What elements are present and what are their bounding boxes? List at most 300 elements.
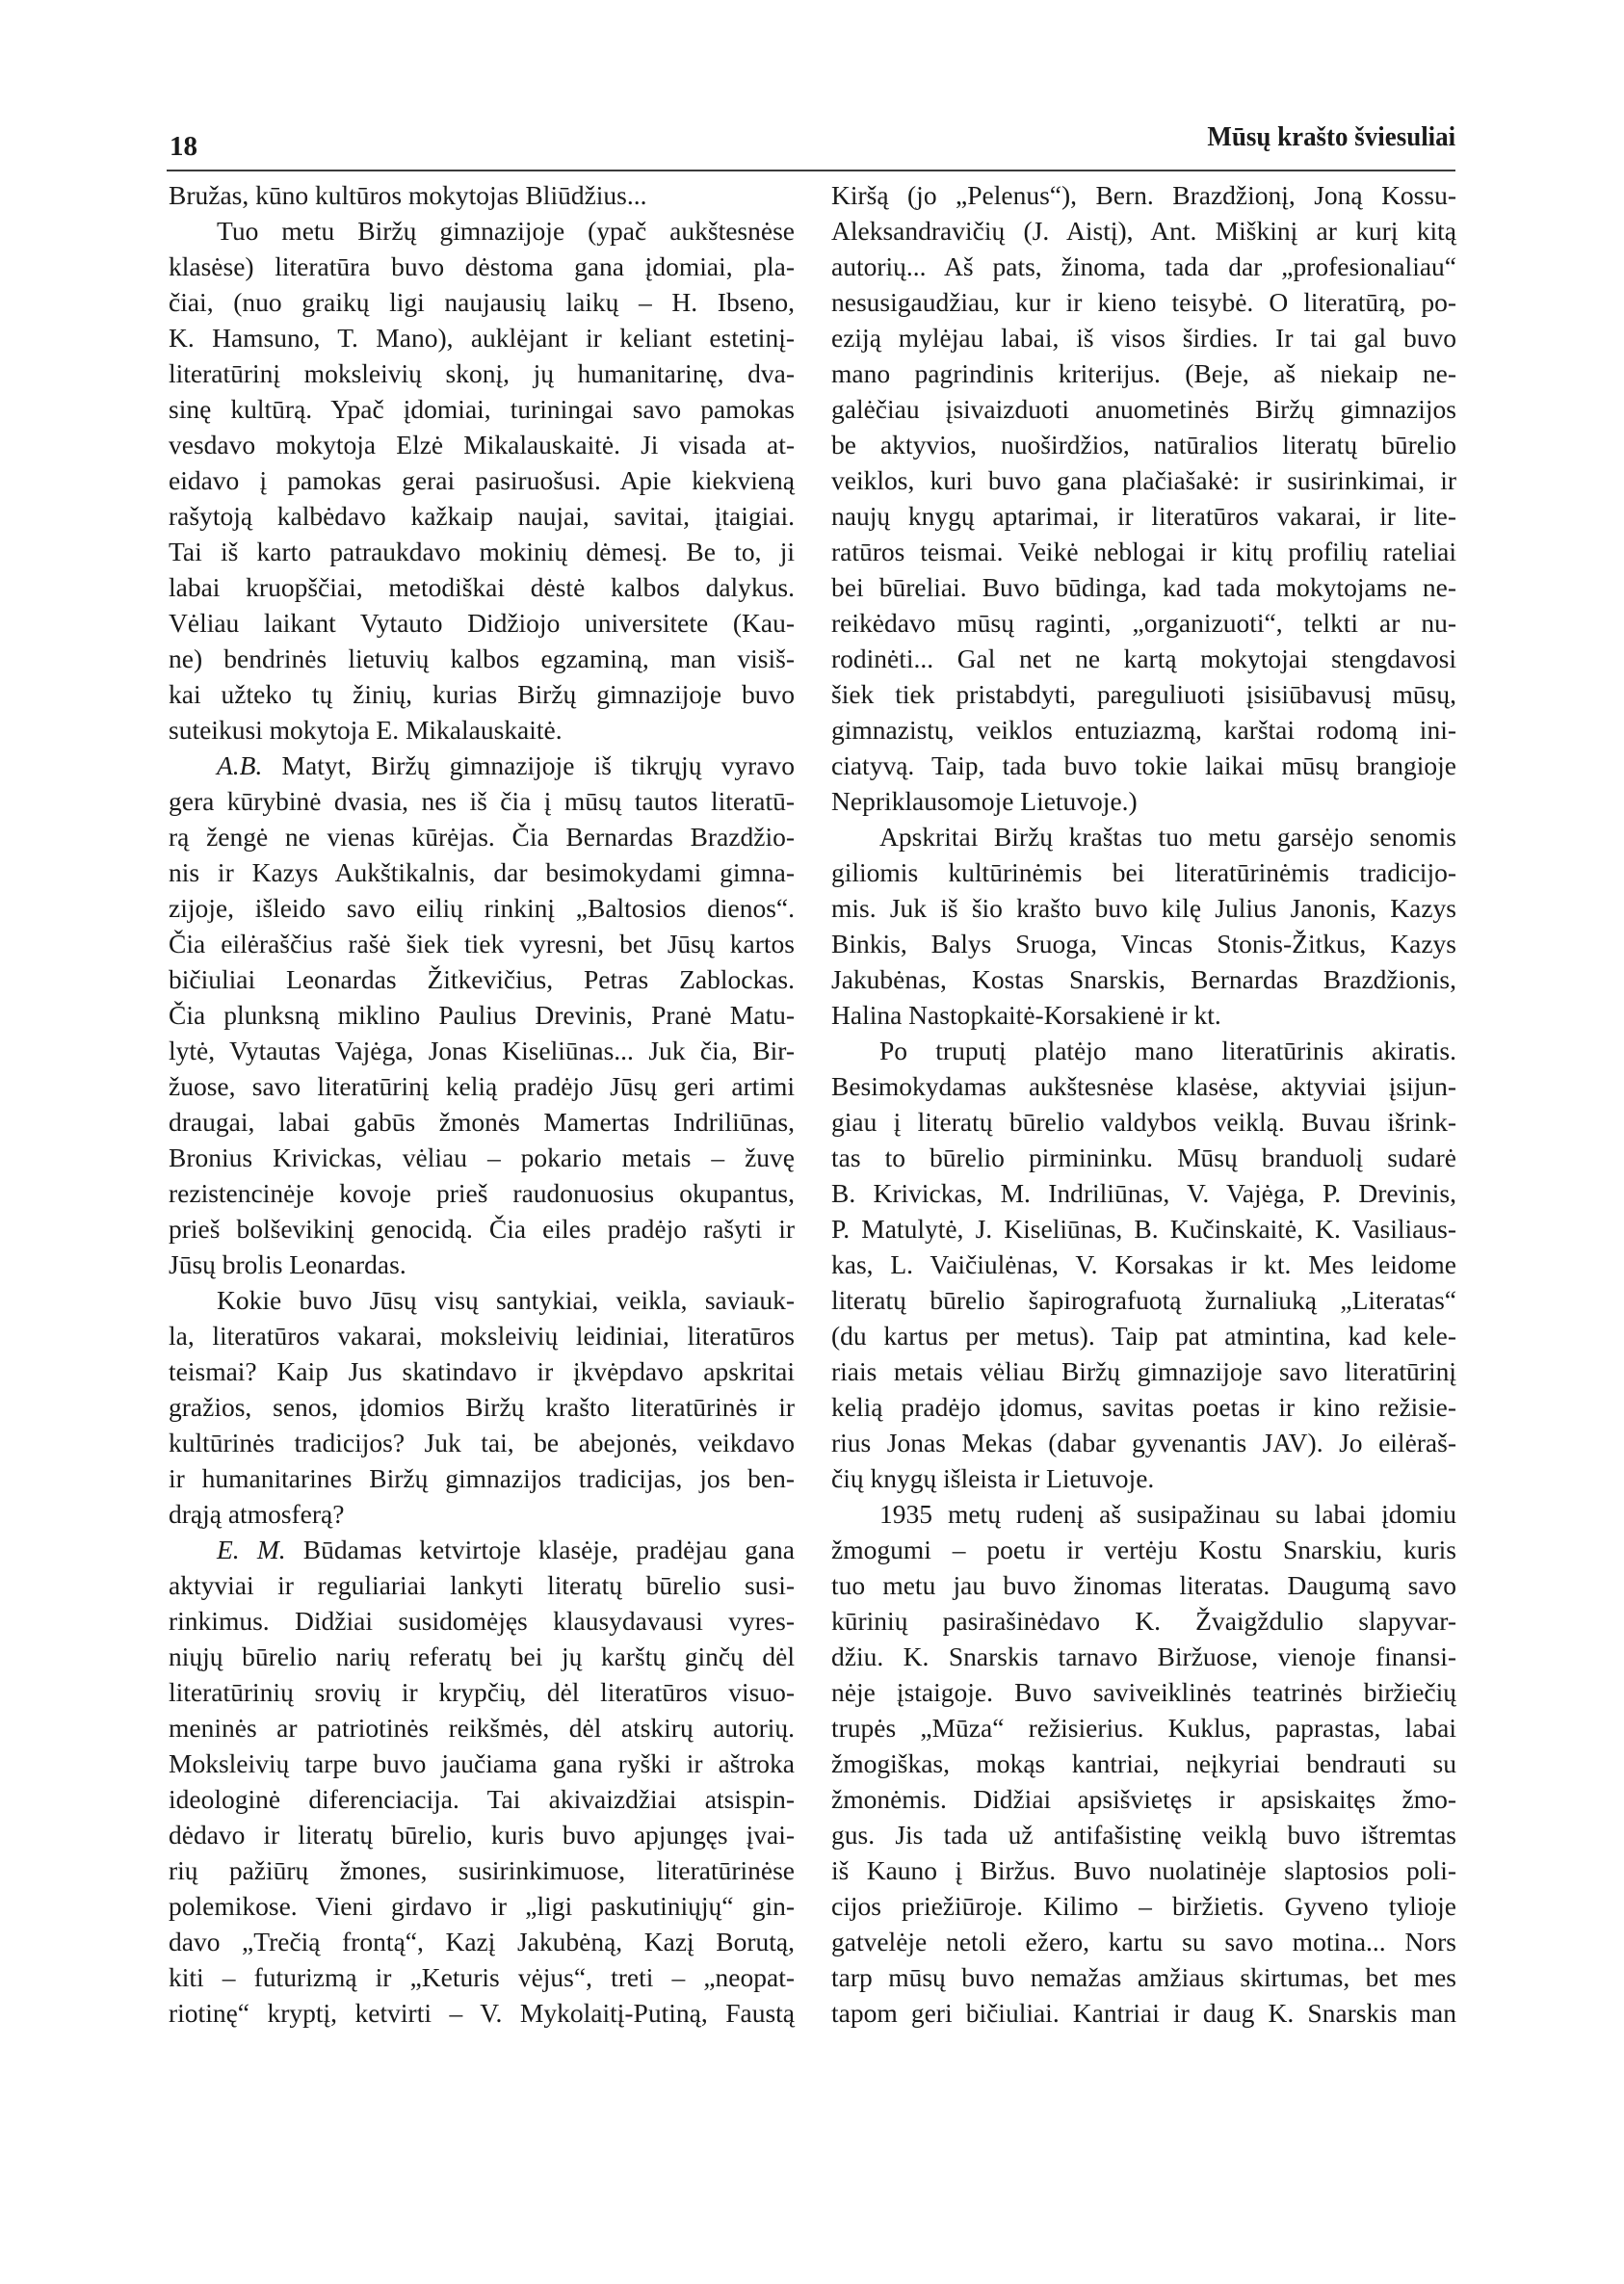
text-line-content	[831, 355, 1456, 391]
text-line	[169, 997, 795, 1033]
line-text: literatūrinių srovių ir krypčių, dėl literatūros visuo-	[169, 1677, 795, 1707]
text-line-content	[169, 1674, 795, 1710]
text-line-content	[169, 1817, 795, 1852]
text-line-content	[831, 748, 1456, 783]
text-line	[831, 1532, 1456, 1567]
text-line-content	[169, 854, 795, 890]
line-text: Čia eilėraščius rašė šiek tiek vyresni, bet Jūsų kartos	[169, 929, 795, 958]
speaker-initials: A.B.	[217, 750, 263, 780]
text-line-content	[169, 284, 795, 320]
line-text: rašytoją kalbėdavo kažkaip naujai, savitai, įtaigiai.	[169, 501, 795, 531]
text-line	[831, 1781, 1456, 1817]
text-line	[169, 1888, 795, 1924]
text-line-content	[169, 1460, 795, 1496]
text-line-content	[169, 1247, 795, 1282]
text-line-content	[831, 1852, 1456, 1888]
line-text: Bružas, kūno kultūros mokytojas Bliūdžius...	[169, 180, 647, 210]
text-line-content	[831, 854, 1456, 890]
line-text: žmogiškas, mokąs kantriai, neįkyriai bendrauti su	[831, 1748, 1456, 1778]
text-line-content	[169, 569, 795, 605]
line-text: naujų knygų aptarimai, ir literatūros vakarai, ir lite-	[831, 501, 1456, 531]
text-line-content	[831, 1353, 1456, 1389]
text-line	[169, 569, 795, 605]
text-line	[169, 1353, 795, 1389]
line-text: gus. Jis tada už antifašistinę veiklą buvo ištremtas	[831, 1820, 1456, 1850]
text-line	[169, 854, 795, 890]
text-line	[169, 1140, 795, 1175]
text-line	[831, 1746, 1456, 1781]
line-text: drąją atmosferą?	[169, 1499, 345, 1529]
line-text: Moksleivių tarpe buvo jaučiama gana ryški ir aštroka	[169, 1748, 795, 1778]
text-line-content	[831, 1639, 1456, 1674]
line-text: ne) bendrinės lietuvių kalbos egzaminą, man visiš-	[169, 643, 795, 673]
line-text: eidavo į pamokas gerai pasiruošusi. Apie kiekvieną	[169, 465, 795, 495]
text-line-content	[217, 1532, 795, 1567]
speaker-initials: E. M.	[217, 1535, 286, 1564]
text-line	[831, 819, 1456, 854]
text-line-content	[831, 783, 1456, 819]
text-line-content	[831, 1247, 1456, 1282]
line-text: rą žengė ne vienas kūrėjas. Čia Bernardas Brazdžio-	[169, 822, 795, 852]
line-text: iš Kauno į Biržus. Buvo nuolatinėje slaptosios poli-	[831, 1855, 1456, 1885]
text-line	[169, 355, 795, 391]
line-text: trupės „Mūza“ režisierius. Kuklus, paprastas, labai	[831, 1713, 1456, 1743]
line-text: ratūros teismai. Veikė neblogai ir kitų profilių rateliai	[831, 537, 1456, 566]
line-text: tas to būrelio pirmininku. Mūsų branduolį sudarė	[831, 1142, 1456, 1172]
page-number: 18	[170, 131, 197, 162]
line-text: Apskritai Biržų kraštas tuo metu garsėjo senomis	[879, 822, 1456, 852]
text-line-content	[831, 605, 1456, 641]
text-line	[831, 854, 1456, 890]
line-text: mano pagrindinis kriterijus. (Beje, aš niekaip ne-	[831, 358, 1456, 388]
text-line-content	[169, 1603, 795, 1639]
text-line-content	[169, 1353, 795, 1389]
line-text: gatvelėje netoli ežero, kartu su savo motina... Nors	[831, 1927, 1456, 1956]
line-text: prieš bolševikinį genocidą. Čia eiles pradėjo rašyti ir	[169, 1214, 795, 1244]
text-line-content	[831, 1674, 1456, 1710]
text-line-content	[169, 961, 795, 997]
line-text: rodinėti... Gal net ne kartą mokytojai stengdavosi	[831, 643, 1456, 673]
line-text: dėdavo ir literatų būrelio, kuris buvo apjungęs įvai-	[169, 1820, 795, 1850]
line-text: teismai? Kaip Jus skatindavo ir įkvėpdavo apskritai	[169, 1356, 795, 1386]
line-text: nesusigaudžiau, kur ir kieno teisybė. O literatūrą, po-	[831, 287, 1456, 317]
text-line	[831, 1211, 1456, 1247]
line-text: Halina Nastopkaitė-Korsakienė ir kt.	[831, 1000, 1221, 1030]
text-line	[831, 569, 1456, 605]
line-text: davo „Trečią frontą“, Kazį Jakubėną, Kazį Borutą,	[169, 1927, 795, 1956]
text-line-content	[169, 462, 795, 498]
line-text: rinkimus. Didžiai susidomėjęs klausydavausi vyres-	[169, 1606, 795, 1636]
text-line	[169, 462, 795, 498]
line-text: B. Krivickas, M. Indriliūnas, V. Vajėga, P. Drevinis,	[831, 1178, 1456, 1208]
text-line	[831, 1603, 1456, 1639]
text-line-content	[169, 605, 795, 641]
text-line	[831, 213, 1456, 249]
line-text: riais metais vėliau Biržų gimnazijoje savo literatūrinį	[831, 1356, 1456, 1386]
line-text: Kiršą (jo „Pelenus“), Bern. Brazdžionį, Joną Kossu-	[831, 180, 1456, 210]
text-line-content	[831, 1710, 1456, 1746]
line-text: čių knygų išleista ir Lietuvoje.	[831, 1463, 1155, 1493]
text-line	[831, 1888, 1456, 1924]
text-line-content	[169, 320, 795, 355]
text-line-content	[831, 1068, 1456, 1104]
text-line-content	[831, 1995, 1456, 2031]
text-line-content	[169, 926, 795, 961]
text-line	[169, 391, 795, 427]
line-text: riotinę“ kryptį, ketvirti – V. Mykolaitį-Putiną, Faustą	[169, 1998, 795, 2028]
line-text: tuo metu jau buvo žinomas literatas. Daugumą savo	[831, 1570, 1456, 1600]
line-text: sinę kultūrą. Ypač įdomiai, turiningai savo pamokas	[169, 394, 795, 424]
text-column-right	[831, 177, 1456, 2031]
text-line	[169, 1389, 795, 1425]
text-line	[831, 712, 1456, 748]
text-line-content	[169, 1068, 795, 1104]
text-line-content	[169, 1175, 795, 1211]
line-text: meninės ar patriotinės reikšmės, dėl atskirų autorių.	[169, 1713, 795, 1743]
text-line-content	[169, 1104, 795, 1140]
line-text: gimnazistų, veiklos entuziazmą, karštai rodomą ini-	[831, 715, 1456, 745]
text-line	[169, 284, 795, 320]
text-line-content	[217, 1282, 795, 1318]
text-line-content	[831, 961, 1456, 997]
line-text: Besimokydamas aukštesnėse klasėse, aktyviai įsijun-	[831, 1071, 1456, 1101]
text-line	[831, 1710, 1456, 1746]
text-line	[169, 1211, 795, 1247]
text-line	[169, 249, 795, 284]
line-text: be aktyvios, nuoširdžios, natūralios literatų būrelio	[831, 430, 1456, 459]
text-line	[169, 1425, 795, 1460]
text-line-content	[831, 1567, 1456, 1603]
line-text: 1935 metų rudenį aš susipažinau su labai įdomiu	[879, 1499, 1456, 1529]
text-line-content	[831, 213, 1456, 249]
line-text: polemikose. Vieni girdavo ir „ligi paskutiniųjų“ gin-	[169, 1891, 795, 1921]
text-line-content	[831, 1817, 1456, 1852]
text-line-content	[169, 391, 795, 427]
line-text: suteikusi mokytoja E. Mikalauskaitė.	[169, 715, 563, 745]
line-text: ideologinė diferenciacija. Tai akivaizdžiai atsispin-	[169, 1784, 795, 1814]
text-line	[831, 605, 1456, 641]
text-line	[831, 1639, 1456, 1674]
text-line-content	[169, 1318, 795, 1353]
text-line-content	[879, 1496, 1456, 1532]
text-line	[169, 320, 795, 355]
line-text: žuose, savo literatūrinį kelią pradėjo Jūsų geri artimi	[169, 1071, 795, 1101]
text-line	[831, 284, 1456, 320]
line-text: galėčiau įsivaizduoti anuometinės Biržų gimnazijos	[831, 394, 1456, 424]
line-text: bei būreliai. Buvo būdinga, kad tada mokytojams ne-	[831, 572, 1456, 602]
text-line	[831, 534, 1456, 569]
text-line-content	[831, 177, 1456, 213]
line-text: labai kruopščiai, metodiškai dėstė kalbos dalykus.	[169, 572, 795, 602]
text-line-content	[217, 213, 795, 249]
text-line-content	[831, 498, 1456, 534]
line-text: vesdavo mokytoja Elzė Mikalauskaitė. Ji visada at-	[169, 430, 795, 459]
text-line	[831, 177, 1456, 213]
text-line	[831, 391, 1456, 427]
text-line-content	[169, 997, 795, 1033]
text-line-content	[831, 391, 1456, 427]
line-text: rezistencinėje kovoje prieš raudonuosius okupantus,	[169, 1178, 795, 1208]
text-line-content	[831, 320, 1456, 355]
line-text: Nepriklausomoje Lietuvoje.)	[831, 786, 1138, 816]
text-line	[831, 1389, 1456, 1425]
text-line	[831, 1959, 1456, 1995]
line-text: reikėdavo mūsų raginti, „organizuoti“, telkti ar nu-	[831, 608, 1456, 638]
text-line-content	[169, 1567, 795, 1603]
text-line	[169, 1781, 795, 1817]
line-text: (du kartus per metus). Taip pat atmintina, kad kele-	[831, 1321, 1456, 1351]
text-line	[831, 641, 1456, 676]
text-line-content	[169, 249, 795, 284]
text-line	[169, 1746, 795, 1781]
text-line	[831, 961, 1456, 997]
line-text: cijos priežiūroje. Kilimo – biržietis. Gyveno tylioje	[831, 1891, 1456, 1921]
line-text: niųjų būrelio narių referatų bei jų karštų ginčų dėl	[169, 1641, 795, 1671]
text-line	[831, 783, 1456, 819]
text-line-content	[831, 462, 1456, 498]
text-line	[831, 1318, 1456, 1353]
line-text: tapom geri bičiuliai. Kantriai ir daug K. Snarskis man	[831, 1998, 1456, 2028]
text-line	[831, 355, 1456, 391]
text-line	[169, 819, 795, 854]
text-line	[169, 1817, 795, 1852]
text-line	[831, 1282, 1456, 1318]
line-text: klasėse) literatūra buvo dėstoma gana įdomiai, pla-	[169, 251, 795, 281]
line-text: rius Jonas Mekas (dabar gyvenantis JAV). Jo eilėraš-	[831, 1428, 1456, 1457]
line-text: čiai, (nuo graikų ligi naujausių laikų – H. Ibseno,	[169, 287, 795, 317]
text-line	[169, 498, 795, 534]
line-text: lytė, Vytautas Vajėga, Jonas Kiseliūnas... Juk čia, Bir-	[169, 1036, 795, 1065]
text-line	[831, 1104, 1456, 1140]
line-text: rių pažiūrų žmones, susirinkimuose, literatūrinėse	[169, 1855, 795, 1885]
line-text: aktyviai ir reguliariai lankyti literatų būrelio susi-	[169, 1570, 795, 1600]
text-line	[169, 1959, 795, 1995]
text-line-content	[831, 1389, 1456, 1425]
line-text: bičiuliai Leonardas Žitkevičius, Petras Zablockas.	[169, 964, 795, 994]
line-text: žmogumi – poetu ir vertėju Kostu Snarskiu, kuris	[831, 1535, 1456, 1564]
text-line-content	[169, 641, 795, 676]
text-line-content	[831, 427, 1456, 462]
line-text: Bronius Krivickas, vėliau – pokario metais – žuvę	[169, 1142, 795, 1172]
text-line-content	[169, 1710, 795, 1746]
text-line	[831, 1496, 1456, 1532]
text-line	[831, 1353, 1456, 1389]
line-text: Jūsų brolis Leonardas.	[169, 1249, 406, 1279]
text-line-content	[169, 1888, 795, 1924]
line-text: kelią pradėjo įdomus, savitas poetas ir kino režisie-	[831, 1392, 1456, 1422]
text-line	[169, 427, 795, 462]
text-line-content	[831, 712, 1456, 748]
line-text: Matyt, Biržų gimnazijoje iš tikrųjų vyravo	[281, 750, 795, 780]
text-line-content	[831, 249, 1456, 284]
text-line-content	[169, 1389, 795, 1425]
line-text: mis. Juk iš šio krašto buvo kilę Julius Janonis, Kazys	[831, 893, 1456, 923]
text-line	[169, 926, 795, 961]
text-line	[831, 1247, 1456, 1282]
text-line-content	[831, 1282, 1456, 1318]
text-line-content	[831, 641, 1456, 676]
text-line	[169, 177, 795, 213]
text-line	[169, 1603, 795, 1639]
line-text: literatų būrelio šapirografuotą žurnaliuką „Literatas“	[831, 1285, 1456, 1315]
line-text: gražios, senos, įdomios Biržų krašto literatūrinės ir	[169, 1392, 795, 1422]
text-line-content	[169, 1211, 795, 1247]
line-text: kas, L. Vaičiulėnas, V. Korsakas ir kt. Mes leidome	[831, 1249, 1456, 1279]
line-text: žmonėmis. Didžiai apsišvietęs ir apsiskaitęs žmo-	[831, 1784, 1456, 1814]
text-line-content	[879, 1033, 1456, 1068]
line-text: draugai, labai gabūs žmonės Mamertas Indriliūnas,	[169, 1107, 795, 1137]
text-line-content	[169, 177, 795, 213]
text-line	[831, 320, 1456, 355]
text-line	[169, 1068, 795, 1104]
line-text: Po truputį platėjo mano literatūrinis akiratis.	[879, 1036, 1456, 1065]
text-line	[169, 213, 795, 249]
text-line-content	[169, 783, 795, 819]
text-line	[831, 1567, 1456, 1603]
text-line	[169, 890, 795, 926]
text-line-content	[831, 1746, 1456, 1781]
line-text: Tuo metu Biržų gimnazijoje (ypač aukštesnėse	[217, 216, 795, 246]
text-line-content	[169, 1995, 795, 2031]
text-line	[831, 1924, 1456, 1959]
line-text: zijoje, išleido savo eilių rinkinį „Baltosios dienos“.	[169, 893, 795, 923]
line-text: Jakubėnas, Kostas Snarskis, Bernardas Brazdžionis,	[831, 964, 1456, 994]
text-line-content	[879, 819, 1456, 854]
line-text: Binkis, Balys Sruoga, Vincas Stonis-Žitkus, Kazys	[831, 929, 1456, 958]
line-text: šiek tiek pristabdyti, pareguliuoti įsisiūbavusį mūsų,	[831, 679, 1456, 709]
line-text: ciatyvą. Taip, tada buvo tokie laikai mūsų brangioje	[831, 750, 1456, 780]
line-text: giau į literatų būrelio valdybos veiklą. Buvau išrink-	[831, 1107, 1456, 1137]
text-line-content	[831, 1959, 1456, 1995]
line-text: veiklos, kuri buvo gana plačiašakė: ir susirinkimai, ir	[831, 465, 1456, 495]
text-line	[831, 462, 1456, 498]
text-line	[169, 961, 795, 997]
text-line	[831, 1425, 1456, 1460]
text-line	[831, 890, 1456, 926]
text-line	[169, 1104, 795, 1140]
line-text: Būdamas ketvirtoje klasėje, pradėjau gana	[302, 1535, 795, 1564]
text-line	[169, 1674, 795, 1710]
text-line-content	[831, 926, 1456, 961]
text-line	[169, 641, 795, 676]
text-line-content	[831, 676, 1456, 712]
text-line-content	[169, 1959, 795, 1995]
text-line-content	[169, 1924, 795, 1959]
text-line-content	[831, 1211, 1456, 1247]
text-line	[169, 1567, 795, 1603]
text-line-content	[831, 534, 1456, 569]
text-line-content	[831, 997, 1456, 1033]
text-line-content	[169, 676, 795, 712]
line-text: giliomis kultūrinėmis bei literatūrinėmis tradicijo-	[831, 857, 1456, 887]
text-line-content	[831, 890, 1456, 926]
text-line	[169, 1924, 795, 1959]
text-line-content	[169, 1496, 795, 1532]
line-text: ir humanitarines Biržų gimnazijos tradicijas, jos ben-	[169, 1463, 795, 1493]
text-line	[169, 1995, 795, 2031]
line-text: la, literatūros vakarai, moksleivių leidiniai, literatūros	[169, 1321, 795, 1351]
line-text: Tai iš karto patraukdavo mokinių dėmesį. Be to, ji	[169, 537, 795, 566]
text-line	[831, 997, 1456, 1033]
line-text: Aleksandravičių (J. Aistį), Ant. Miškinį ar kurį kitą	[831, 216, 1456, 246]
text-line	[169, 1460, 795, 1496]
text-line	[169, 534, 795, 569]
line-text: gera kūrybinė dvasia, nes iš čia į mūsų tautos literatū-	[169, 786, 795, 816]
text-line	[169, 1710, 795, 1746]
line-text: eziją mylėjau labai, iš visos širdies. Ir tai gal buvo	[831, 323, 1456, 353]
text-line	[831, 1033, 1456, 1068]
text-line	[831, 676, 1456, 712]
text-line-content	[169, 355, 795, 391]
text-line	[169, 1639, 795, 1674]
text-line-content	[169, 712, 795, 748]
text-line-content	[169, 1781, 795, 1817]
text-line	[831, 1995, 1456, 2031]
line-text: džiu. K. Snarskis tarnavo Biržuose, vienoje finansi-	[831, 1641, 1456, 1671]
text-line	[831, 1674, 1456, 1710]
line-text: kai užteko tų žinių, kurias Biržų gimnazijoje buvo	[169, 679, 795, 709]
text-line	[169, 676, 795, 712]
text-line-content	[831, 1104, 1456, 1140]
line-text: P. Matulytė, J. Kiseliūnas, B. Kučinskaitė, K. Vasiliaus-	[831, 1214, 1456, 1244]
text-line	[831, 1852, 1456, 1888]
text-line-content	[831, 1603, 1456, 1639]
line-text: kiti – futurizmą ir „Keturis vėjus“, treti – „neopat-	[169, 1962, 795, 1992]
line-text: nis ir Kazys Aukštikalnis, dar besimokydami gimna-	[169, 857, 795, 887]
text-line-content	[169, 1140, 795, 1175]
text-line	[169, 1247, 795, 1282]
text-line-content	[831, 284, 1456, 320]
text-line	[169, 712, 795, 748]
text-line	[831, 427, 1456, 462]
text-line-content	[831, 1460, 1456, 1496]
page-header	[167, 114, 1455, 171]
text-column-left	[169, 177, 795, 2031]
text-line-content	[217, 748, 795, 783]
text-line	[831, 249, 1456, 284]
line-text: K. Hamsuno, T. Mano), auklėjant ir keliant estetinį-	[169, 323, 795, 353]
line-text: Čia plunksną miklino Paulius Drevinis, Pranė Matu-	[169, 1000, 795, 1030]
text-line	[169, 605, 795, 641]
text-line	[169, 748, 795, 783]
text-line	[831, 1175, 1456, 1211]
text-line-content	[831, 1140, 1456, 1175]
text-line	[831, 1817, 1456, 1852]
text-line-content	[169, 890, 795, 926]
text-line-content	[831, 569, 1456, 605]
text-line	[831, 1140, 1456, 1175]
text-line-content	[169, 1639, 795, 1674]
text-line-content	[169, 1033, 795, 1068]
text-line	[169, 1318, 795, 1353]
text-line	[169, 1852, 795, 1888]
text-line-content	[169, 534, 795, 569]
line-text: literatūrinį moksleivių skonį, jų humanitarinę, dva-	[169, 358, 795, 388]
line-text: kūrinių pasirašinėdavo K. Žvaigždulio slapyvar-	[831, 1606, 1456, 1636]
text-line-content	[831, 1532, 1456, 1567]
text-line-content	[169, 1852, 795, 1888]
text-line	[831, 1460, 1456, 1496]
text-line	[831, 1068, 1456, 1104]
text-line-content	[831, 1175, 1456, 1211]
text-line-content	[169, 1746, 795, 1781]
text-line	[169, 1175, 795, 1211]
line-text: Vėliau laikant Vytauto Didžiojo universitete (Kau-	[169, 608, 795, 638]
text-line-content	[831, 1425, 1456, 1460]
text-line	[169, 1282, 795, 1318]
text-line	[831, 748, 1456, 783]
line-text: nėje įstaigoje. Buvo saviveiklinės teatrinės biržiečių	[831, 1677, 1456, 1707]
